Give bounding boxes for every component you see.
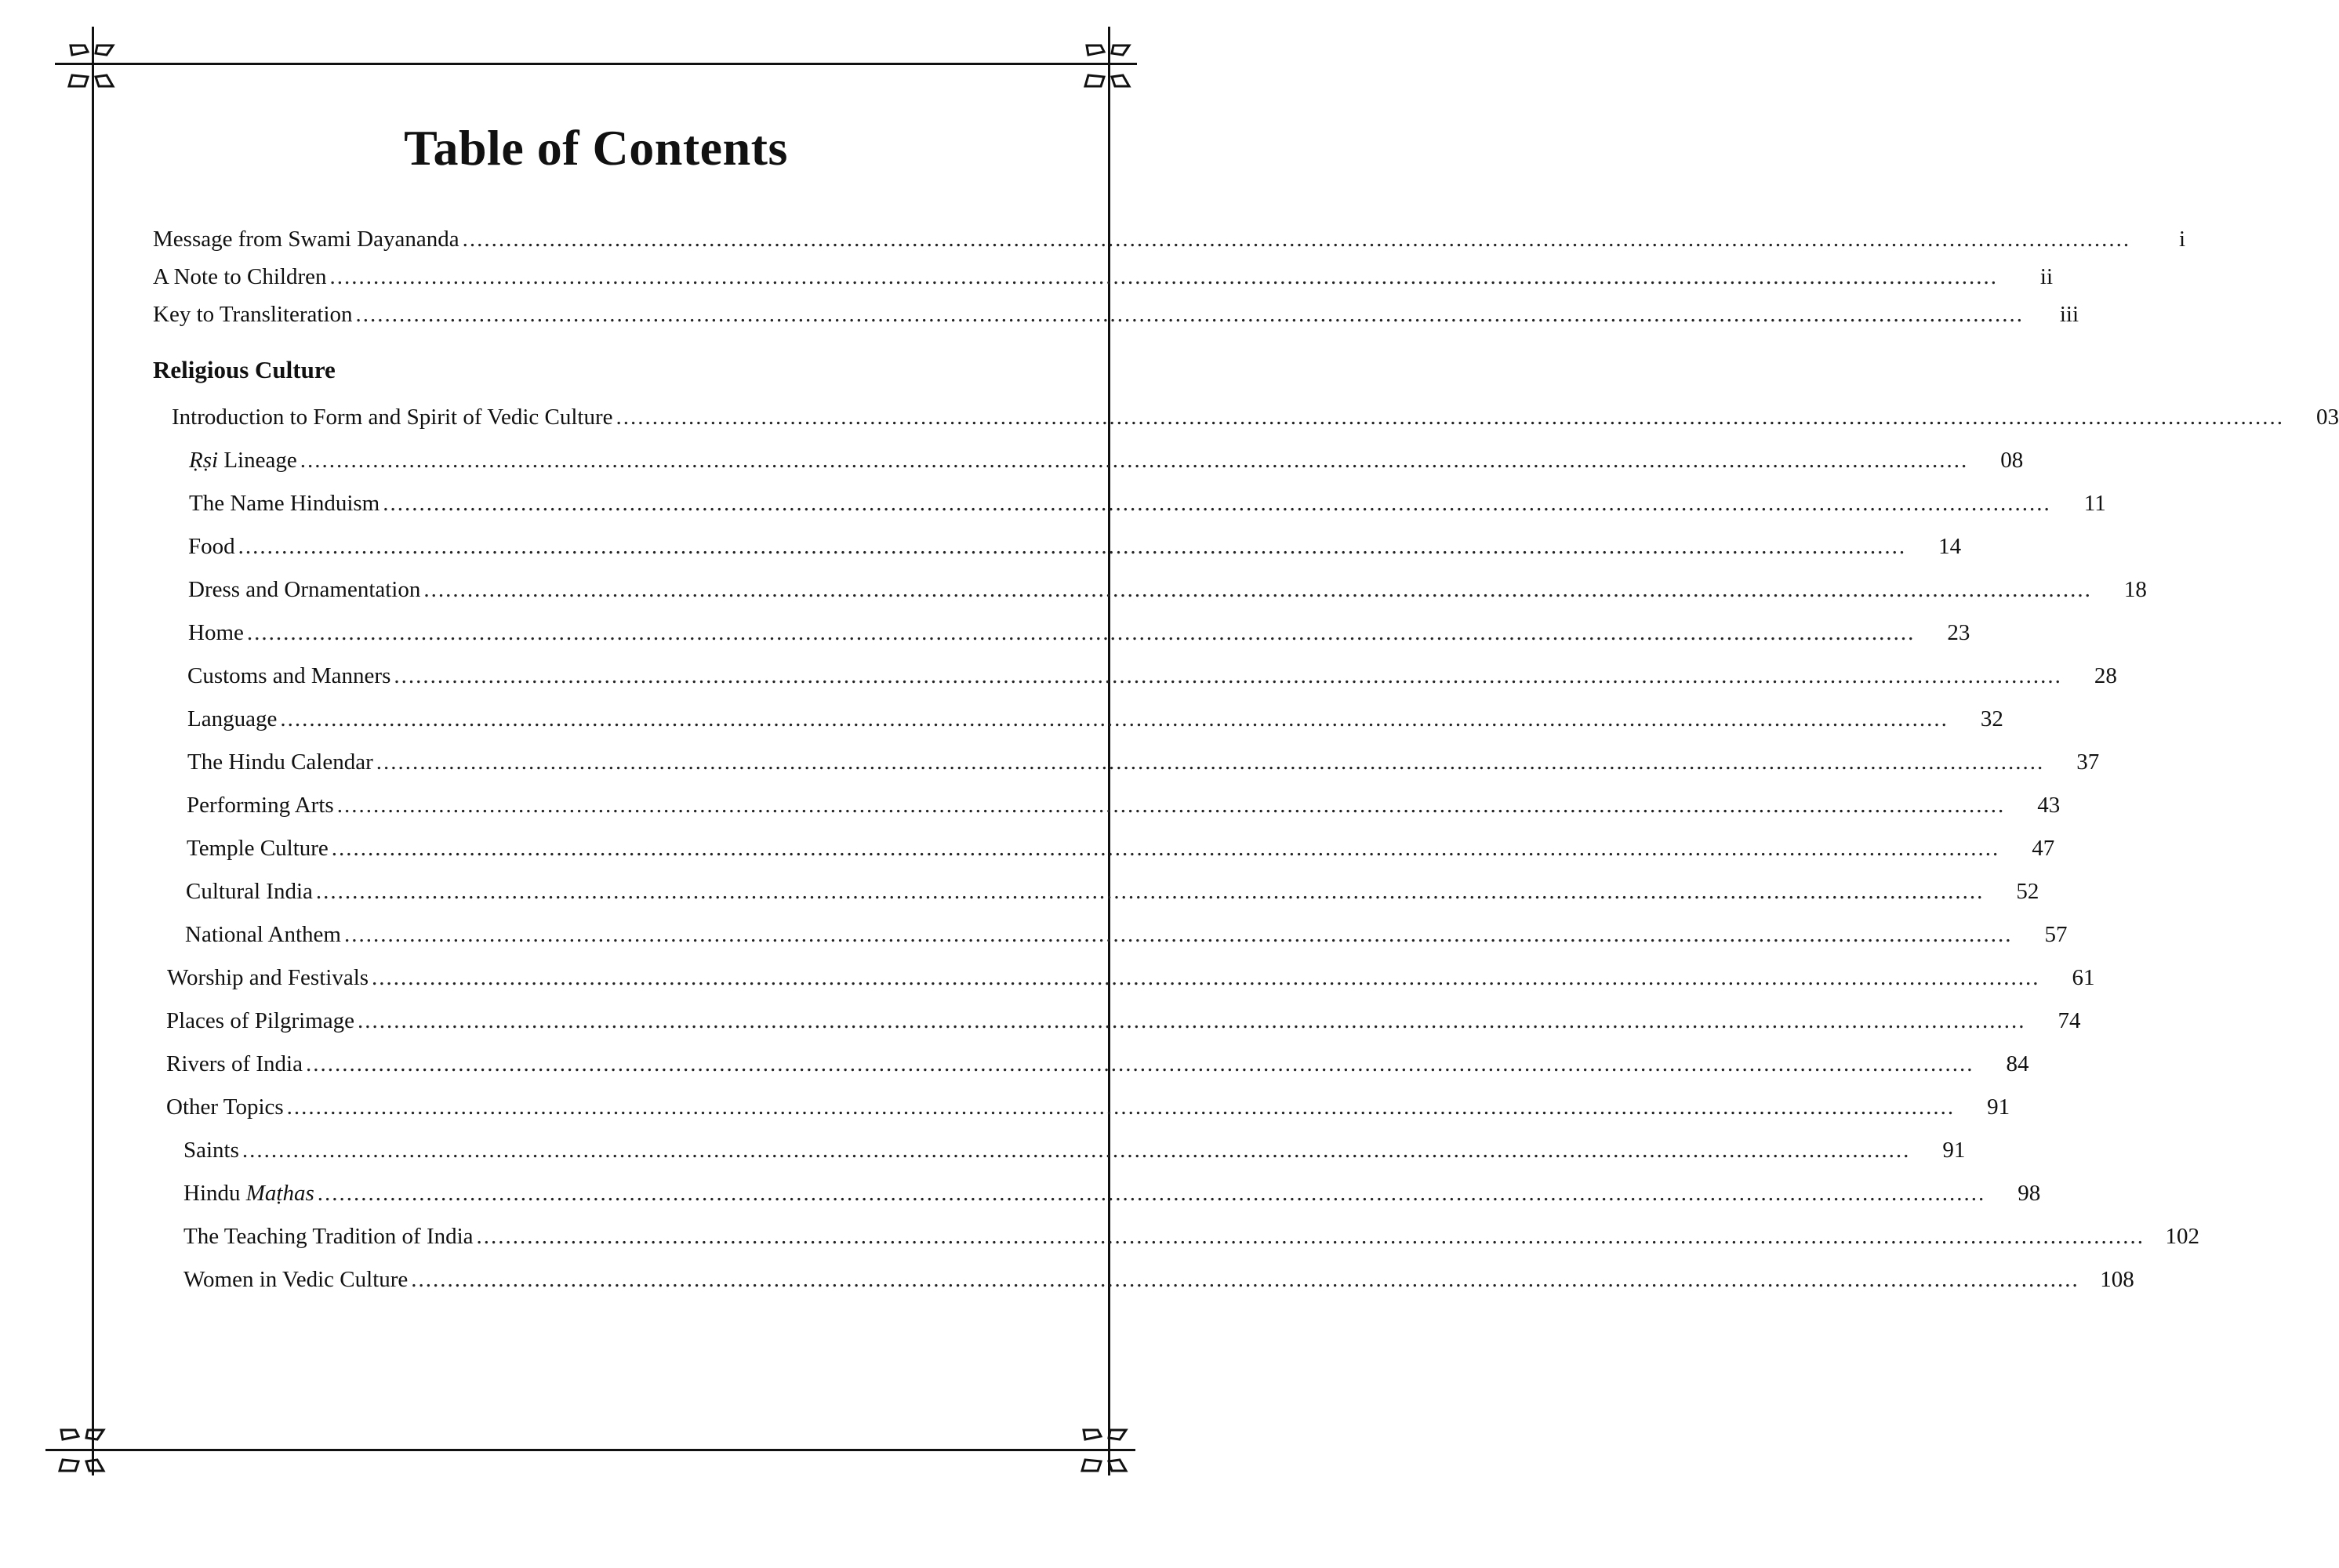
toc-page-number: 14 (1938, 534, 1962, 559)
toc-page-number: 11 (2083, 491, 2106, 516)
toc-entry-label: Introduction to Form and Spirit of Vedic Culture (172, 405, 613, 430)
toc-page-number: 74 (2058, 1008, 2081, 1033)
toc-entry[interactable] (187, 662, 2117, 690)
dot-leader: ...................................................................................................................................................................................................................................... (423, 577, 2092, 602)
dot-leader: ...................................................................................................................................................................................................................................... (331, 836, 2000, 861)
dot-leader: ...................................................................................................................................................................................................................................... (358, 1008, 2026, 1033)
toc-entry-label: Dress and Ornamentation (188, 577, 421, 602)
toc-page-number: 61 (2072, 965, 2095, 990)
toc-entry-label-italic: Ṛṣi (189, 448, 219, 473)
dot-leader: ...................................................................................................................................................................................................................................... (315, 879, 1985, 904)
toc-entry[interactable] (167, 964, 2095, 992)
toc-entry[interactable] (153, 225, 2186, 253)
toc-entry[interactable] (187, 748, 2100, 776)
toc-entry-label: The Name Hinduism (189, 491, 380, 516)
toc-entry[interactable] (166, 1007, 2081, 1035)
toc-entry-label: Customs and Manners (187, 663, 391, 688)
dot-leader: ...................................................................................................................................................................................................................................... (246, 620, 1916, 645)
toc-entry-label: Language (187, 706, 278, 731)
toc-page-number: 03 (2315, 405, 2339, 430)
toc-entry[interactable] (187, 705, 2003, 733)
dot-leader: ...................................................................................................................................................................................................................................... (616, 405, 2284, 430)
toc-entry[interactable] (188, 532, 1962, 561)
toc-entry-label: Temple Culture (187, 836, 329, 861)
dot-leader: ...................................................................................................................................................................................................................................... (286, 1094, 1956, 1120)
toc-entry-label: Saints (183, 1138, 239, 1163)
toc-page-number: 18 (2123, 577, 2147, 602)
page-title: Table of Contents (404, 120, 788, 176)
dot-leader: ...................................................................................................................................................................................................................................... (411, 1267, 2079, 1292)
toc-page-number: 84 (2006, 1051, 2029, 1076)
dot-leader: ...................................................................................................................................................................................................................................... (394, 663, 2062, 688)
toc-entry[interactable] (166, 1050, 2029, 1078)
toc-entry-label: National Anthem (185, 922, 341, 947)
toc-entry-label: Women in Vedic Culture (183, 1267, 409, 1292)
dot-leader: ...................................................................................................................................................................................................................................... (462, 227, 2131, 252)
toc-page-number: 102 (2165, 1224, 2200, 1249)
toc-entry[interactable] (183, 1265, 2134, 1294)
toc-entry[interactable] (185, 920, 2068, 949)
toc-entry-label: Rivers of India (166, 1051, 303, 1076)
toc-page-number: 28 (2094, 663, 2117, 688)
toc-entry-label-italic: Maṭhas (245, 1181, 314, 1206)
dot-leader: ...................................................................................................................................................................................................................................... (343, 922, 2013, 947)
toc-entry[interactable] (153, 263, 2054, 291)
toc-entry-label: Performing Arts (187, 793, 334, 818)
toc-entry-label: The Teaching Tradition of India (183, 1224, 474, 1249)
toc-entry-label: The Hindu Calendar (187, 750, 373, 775)
toc-entry-label-rest: Lineage (218, 448, 297, 473)
toc-page-number: 91 (1942, 1138, 1966, 1163)
dot-leader: ...................................................................................................................................................................................................................................... (355, 302, 2025, 327)
toc-entry[interactable] (183, 1222, 2200, 1250)
dot-leader: ...................................................................................................................................................................................................................................... (317, 1181, 1986, 1206)
dot-leader: ...................................................................................................................................................................................................................................... (305, 1051, 1974, 1076)
toc-entry-label: Message from Swami Dayananda (153, 227, 459, 252)
toc-page-number: 23 (1947, 620, 1970, 645)
toc-page-number: 98 (2018, 1181, 2041, 1206)
toc-entry-label: Food (188, 534, 235, 559)
toc-entry-label: Worship and Festivals (167, 965, 369, 990)
dot-leader: ...................................................................................................................................................................................................................................... (336, 793, 2006, 818)
toc-entry[interactable] (187, 834, 2055, 862)
toc-entry-label: Cultural India (186, 879, 313, 904)
toc-page-number: 08 (2000, 448, 2024, 473)
toc-entry-label (189, 446, 297, 474)
toc-page-number: 37 (2076, 750, 2100, 775)
toc-page-number: i (2179, 227, 2186, 252)
dot-leader: ...................................................................................................................................................................................................................................... (242, 1138, 1911, 1163)
toc-entry[interactable] (183, 1179, 2041, 1207)
toc-entry-label: Key to Transliteration (153, 302, 353, 327)
toc-page-number: 57 (2044, 922, 2068, 947)
dot-leader: ...................................................................................................................................................................................................................................... (376, 750, 2045, 775)
toc-entry[interactable] (153, 300, 2079, 328)
section-heading: Religious Culture (153, 356, 336, 383)
toc-page-number: 43 (2037, 793, 2061, 818)
toc-entry-label: Home (188, 620, 244, 645)
dot-leader: ...................................................................................................................................................................................................................................... (476, 1224, 2145, 1249)
toc-page-number: iii (2059, 302, 2079, 327)
toc-page-number: 47 (2032, 836, 2055, 861)
toc-page-number: 52 (2016, 879, 2039, 904)
toc-entry[interactable] (183, 1136, 1966, 1164)
dot-leader: ...................................................................................................................................................................................................................................... (238, 534, 1907, 559)
toc-entry[interactable] (166, 1093, 2010, 1121)
toc-entry[interactable] (188, 619, 1970, 647)
toc-entry[interactable] (189, 489, 2106, 517)
toc-entry-label: A Note to Children (153, 264, 327, 289)
dot-leader: ...................................................................................................................................................................................................................................... (372, 965, 2040, 990)
dot-leader: ...................................................................................................................................................................................................................................... (329, 264, 1999, 289)
toc-entry[interactable] (188, 575, 2147, 604)
toc-page-number: 91 (1987, 1094, 2010, 1120)
toc-entry-label-rest: Hindu (183, 1181, 246, 1206)
dot-leader: ...................................................................................................................................................................................................................................... (280, 706, 1949, 731)
toc-entry[interactable] (186, 877, 2039, 906)
toc-entry[interactable] (172, 403, 2339, 431)
toc-page-number: 108 (2100, 1267, 2134, 1292)
toc-entry[interactable] (187, 791, 2061, 819)
toc-entry-label (183, 1179, 314, 1207)
toc-entry-label: Places of Pilgrimage (166, 1008, 355, 1033)
dot-leader: ...................................................................................................................................................................................................................................... (383, 491, 2051, 516)
toc-page-number: ii (2039, 264, 2054, 289)
toc-entry[interactable] (189, 446, 2024, 474)
toc-page-number: 32 (1980, 706, 2003, 731)
dot-leader: ...................................................................................................................................................................................................................................... (300, 448, 1969, 473)
toc-entry-label: Other Topics (166, 1094, 284, 1120)
